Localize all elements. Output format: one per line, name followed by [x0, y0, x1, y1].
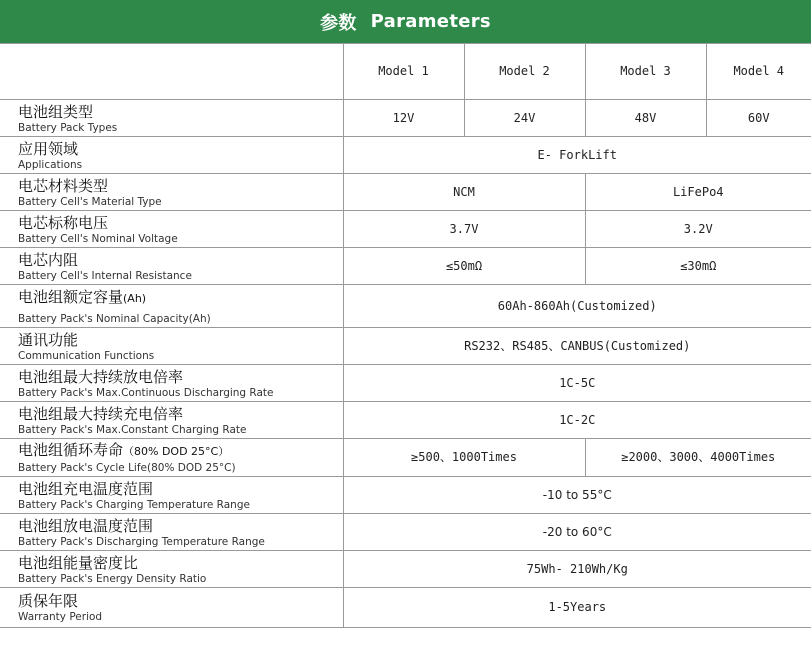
- row-label-zh: [18, 441, 343, 461]
- table-row-capacity: [0, 285, 811, 328]
- value-cell: 1-5Years: [343, 588, 811, 628]
- table-row-warranty: [0, 588, 811, 628]
- row-label: [0, 174, 343, 211]
- table-row-nominal-voltage: [0, 211, 811, 248]
- row-label-en: Battery Pack's Cycle Life(80% DOD 25°C): [18, 462, 236, 474]
- value-cell: -10 to 55°C: [343, 477, 811, 514]
- value-cell: 48V: [585, 100, 706, 137]
- row-label-en: Warranty Period: [18, 611, 103, 623]
- row-label-zh: 电池组能量密度比: [18, 553, 139, 572]
- value-cell: 1C-5C: [343, 365, 811, 402]
- row-label-en: Battery Cell's Material Type: [18, 195, 162, 208]
- parameters-table: [0, 43, 811, 628]
- row-label-en: Battery Pack Types: [18, 121, 118, 134]
- row-label-en: Battery Cell's Nominal Voltage: [18, 232, 178, 245]
- value-cell: E- ForkLift: [343, 137, 811, 174]
- row-label-zh: [18, 288, 343, 308]
- model-4-header: Model 4: [706, 44, 811, 100]
- table-row-discharge-rate: [0, 365, 811, 402]
- row-label-en: Battery Pack's Max.Constant Charging Rate: [18, 423, 247, 436]
- model-2-header: Model 2: [464, 44, 585, 100]
- value-cell: 3.7V: [343, 211, 585, 248]
- table-row-pack-types: [0, 100, 811, 137]
- row-label: [0, 285, 343, 328]
- table-row-discharge-temp: [0, 514, 811, 551]
- row-label-en: Battery Pack's Max.Continuous Discharging Rate: [18, 386, 274, 399]
- row-label-en: Battery Pack's Charging Temperature Range: [18, 498, 250, 511]
- value-cell: ≥2000、3000、4000Times: [585, 439, 811, 477]
- value-cell: ≤50mΩ: [343, 248, 585, 285]
- row-label: [0, 137, 343, 174]
- row-label-zh: 电芯内阻: [18, 250, 79, 269]
- value-cell: 60Ah-860Ah(Customized): [343, 285, 811, 328]
- table-header-bar: [0, 0, 811, 43]
- row-label-zh-text: 电池组额定容量: [18, 287, 124, 306]
- value-cell: 1C-2C: [343, 402, 811, 439]
- row-label-zh-text: 电池组循环寿命: [18, 441, 124, 459]
- row-label-zh-unit: (Ah): [123, 291, 147, 305]
- row-label-zh-note: （80% DOD 25°C）: [123, 445, 230, 458]
- row-label: [0, 248, 343, 285]
- row-label-zh: 电芯标称电压: [18, 213, 109, 232]
- row-label: [0, 551, 343, 588]
- row-label: [0, 100, 343, 137]
- value-cell: 12V: [343, 100, 464, 137]
- value-cell: 3.2V: [585, 211, 811, 248]
- row-label: [0, 328, 343, 365]
- row-label-zh: 电池组放电温度范围: [18, 516, 154, 535]
- row-label-en: Applications: [18, 158, 83, 171]
- row-label-zh: 电池组最大持续充电倍率: [18, 404, 184, 423]
- row-label-zh: 电芯材料类型: [18, 176, 109, 195]
- row-label: [0, 439, 343, 477]
- row-label: [0, 477, 343, 514]
- row-label-en: Communication Functions: [18, 349, 155, 362]
- row-label: [0, 402, 343, 439]
- row-label-zh: 电池组最大持续放电倍率: [18, 367, 184, 386]
- row-label-en: Battery Cell's Internal Resistance: [18, 269, 192, 282]
- row-label-en: Battery Pack's Discharging Temperature Range: [18, 535, 265, 548]
- value-cell: ≤30mΩ: [585, 248, 811, 285]
- table-row-cycle-life: [0, 439, 811, 477]
- row-label-zh: 电池组充电温度范围: [18, 479, 154, 498]
- table-row-material: [0, 174, 811, 211]
- value-cell: ≥500、1000Times: [343, 439, 585, 477]
- model-3-header: Model 3: [585, 44, 706, 100]
- row-label: [0, 365, 343, 402]
- value-cell: -20 to 60°C: [343, 514, 811, 551]
- table-row-charge-temp: [0, 477, 811, 514]
- row-label: [0, 588, 343, 628]
- value-cell: RS232、RS485、CANBUS(Customized): [343, 328, 811, 365]
- table-row-charge-rate: [0, 402, 811, 439]
- table-row-energy-density: [0, 551, 811, 588]
- row-label-zh: 通讯功能: [18, 330, 79, 349]
- row-label-en: Battery Pack's Energy Density Ratio: [18, 572, 207, 585]
- model-1-header: Model 1: [343, 44, 464, 100]
- value-cell: LiFePo4: [585, 174, 811, 211]
- row-label-zh: 电池组类型: [18, 102, 94, 121]
- row-label: [0, 211, 343, 248]
- table-row-models: [0, 44, 811, 100]
- row-label-zh: 应用领域: [18, 139, 79, 158]
- value-cell: NCM: [343, 174, 585, 211]
- value-cell: 60V: [706, 100, 811, 137]
- table-row-internal-resistance: [0, 248, 811, 285]
- row-label: [0, 514, 343, 551]
- table-row-applications: [0, 137, 811, 174]
- header-title-zh: 参数: [320, 12, 357, 34]
- row-label-zh: 质保年限: [18, 592, 79, 610]
- corner-cell: [0, 44, 343, 100]
- header-title-en: Parameters: [370, 11, 491, 32]
- table-row-communication: [0, 328, 811, 365]
- value-cell: 75Wh- 210Wh/Kg: [343, 551, 811, 588]
- value-cell: 24V: [464, 100, 585, 137]
- row-label-en: Battery Pack's Nominal Capacity(Ah): [18, 312, 211, 325]
